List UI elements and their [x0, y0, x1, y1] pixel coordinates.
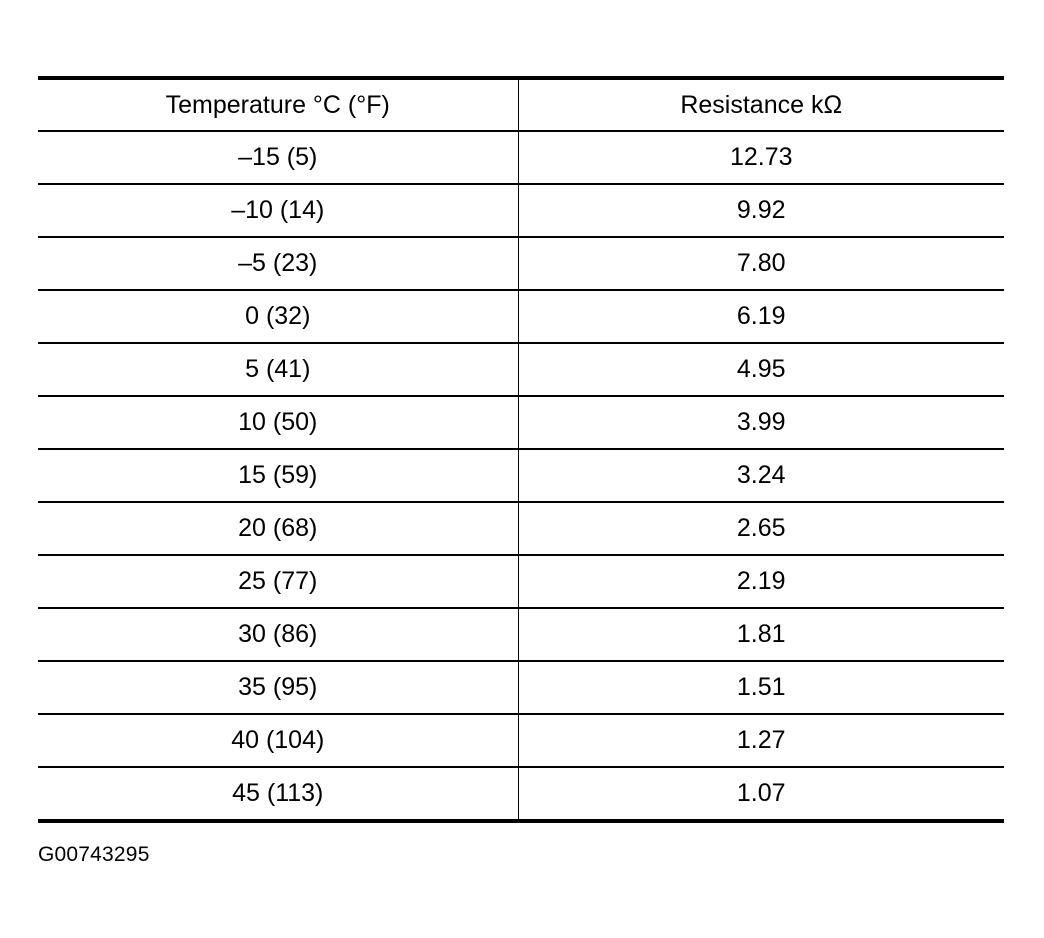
- table-row: [38, 237, 1004, 290]
- temperature-cell: –10 (14): [38, 184, 518, 237]
- resistance-cell: 1.07: [518, 767, 1004, 821]
- temperature-cell: 40 (104): [38, 714, 518, 767]
- temperature-cell: 10 (50): [38, 396, 518, 449]
- resistance-cell: 1.27: [518, 714, 1004, 767]
- table-row: [38, 184, 1004, 237]
- temperature-cell: 20 (68): [38, 502, 518, 555]
- resistance-cell: 1.51: [518, 661, 1004, 714]
- table-body: [38, 131, 1004, 821]
- resistance-cell: 12.73: [518, 131, 1004, 184]
- header-temperature: Temperature °C (°F): [38, 78, 518, 131]
- temperature-resistance-table: [38, 76, 1004, 823]
- table-row: [38, 449, 1004, 502]
- temperature-cell: –5 (23): [38, 237, 518, 290]
- resistance-cell: 4.95: [518, 343, 1004, 396]
- resistance-cell: 1.81: [518, 608, 1004, 661]
- table-row: [38, 502, 1004, 555]
- table-row: [38, 131, 1004, 184]
- header-resistance: Resistance kΩ: [518, 78, 1004, 131]
- temperature-cell: –15 (5): [38, 131, 518, 184]
- table-row: [38, 608, 1004, 661]
- table-row: [38, 396, 1004, 449]
- figure-id: G00743295: [38, 843, 150, 866]
- temperature-cell: 0 (32): [38, 290, 518, 343]
- table-row: [38, 661, 1004, 714]
- temperature-cell: 25 (77): [38, 555, 518, 608]
- table-row: [38, 290, 1004, 343]
- temperature-cell: 35 (95): [38, 661, 518, 714]
- temperature-cell: 15 (59): [38, 449, 518, 502]
- resistance-cell: 7.80: [518, 237, 1004, 290]
- resistance-cell: 3.24: [518, 449, 1004, 502]
- temperature-cell: 30 (86): [38, 608, 518, 661]
- table-row: [38, 343, 1004, 396]
- resistance-cell: 9.92: [518, 184, 1004, 237]
- table-row: [38, 714, 1004, 767]
- table-header-row: [38, 78, 1004, 131]
- resistance-table-container: [38, 76, 1004, 823]
- temperature-cell: 5 (41): [38, 343, 518, 396]
- resistance-cell: 3.99: [518, 396, 1004, 449]
- resistance-cell: 2.65: [518, 502, 1004, 555]
- table-row: [38, 555, 1004, 608]
- resistance-cell: 2.19: [518, 555, 1004, 608]
- table-row: [38, 767, 1004, 821]
- resistance-cell: 6.19: [518, 290, 1004, 343]
- temperature-cell: 45 (113): [38, 767, 518, 821]
